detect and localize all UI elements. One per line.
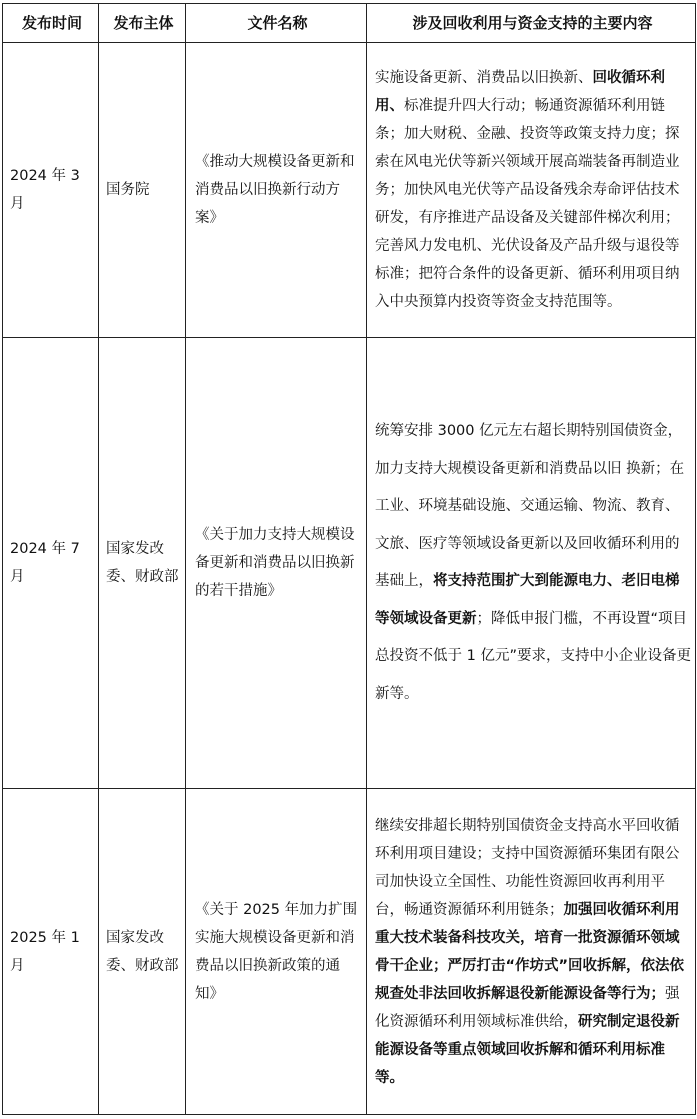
header-date: 发布时间 bbox=[3, 4, 99, 43]
cell-date: 2025 年 1 月 bbox=[3, 789, 99, 1115]
content-segment: 标准提升四大行动；畅通资源循环利用链条；加大财税、金融、投资等政策支持力度；探索在风电光伏等新兴领域开展高端装备再制造业务；加快风电光伏等产品设备残余寿命评估技术研发，有序推进产品设备及关键部件梯次利用；完善风力发电机、光伏设备及产品升级与退役等标准；把符合条件的设备更新、循环利用项目纳入中央预算内投资等资金支持范围等。 bbox=[375, 98, 680, 310]
header-content: 涉及回收利用与资金支持的主要内容 bbox=[367, 4, 696, 43]
cell-content bbox=[367, 43, 696, 338]
cell-issuer: 国家发改委、财政部 bbox=[99, 789, 186, 1115]
table-row bbox=[3, 338, 696, 789]
table-row bbox=[3, 43, 696, 338]
content-segment-bold: 将支持范围扩大到能源电力、老旧电梯等领域设备更新 bbox=[375, 573, 680, 627]
content-segment-bold: 回收循环利用、 bbox=[375, 70, 665, 114]
content-segment: 继续安排超长期特别国债资金支持高水平回收循环利用项目建设；支持中国资源循环集团有限公司加快设立全国性、功能性资源回收再利用平台，畅通资源循环利用链条； bbox=[375, 817, 680, 918]
table-header-row bbox=[3, 4, 696, 43]
cell-issuer: 国家发改委、财政部 bbox=[99, 338, 186, 789]
cell-date: 2024 年 3 月 bbox=[3, 43, 99, 338]
header-issuer: 发布主体 bbox=[99, 4, 186, 43]
cell-content bbox=[367, 789, 696, 1115]
cell-doc-name: 《关于加力支持大规模设备更新和消费品以旧换新的若干措施》 bbox=[186, 338, 367, 789]
policy-table bbox=[2, 3, 696, 1115]
content-segment-bold: 加强回收循环利用重大技术装备科技攻关，培育一批资源循环领域骨干企业；严厉打击“作坊式”回收拆解，依法依规查处非法回收拆解退役新能源设备等行为； bbox=[375, 901, 685, 1002]
table-row bbox=[3, 789, 696, 1115]
cell-content bbox=[367, 338, 696, 789]
header-doc-name: 文件名称 bbox=[186, 4, 367, 43]
cell-doc-name: 《推动大规模设备更新和消费品以旧换新行动方案》 bbox=[186, 43, 367, 338]
cell-doc-name: 《关于 2025 年加力扩围实施大规模设备更新和消费品以旧换新政策的通知》 bbox=[186, 789, 367, 1115]
content-segment: 实施设备更新、消费品以旧换新、 bbox=[375, 70, 593, 86]
cell-date: 2024 年 7 月 bbox=[3, 338, 99, 789]
content-segment: 统筹安排 3000 亿元左右超长期特别国债资金，加力支持大规模设备更新和消费品以旧 换新；在工业、环境基础设施、交通运输、物流、教育、文旅、医疗等领域设备更新以及回收循环利用的基础上， bbox=[375, 423, 685, 589]
content-segment-bold: 研究制定退役新能源设备等重点领域回收拆解和循环利用标准等。 bbox=[375, 1013, 680, 1086]
content-segment: ；降低申报门槛，不再设置“项目总投资不低于 1 亿元”要求，支持中小企业设备更新等。 bbox=[375, 610, 691, 702]
content-segment: 强化资源循环利用领域标准供给， bbox=[375, 985, 680, 1030]
cell-issuer: 国务院 bbox=[99, 43, 186, 338]
